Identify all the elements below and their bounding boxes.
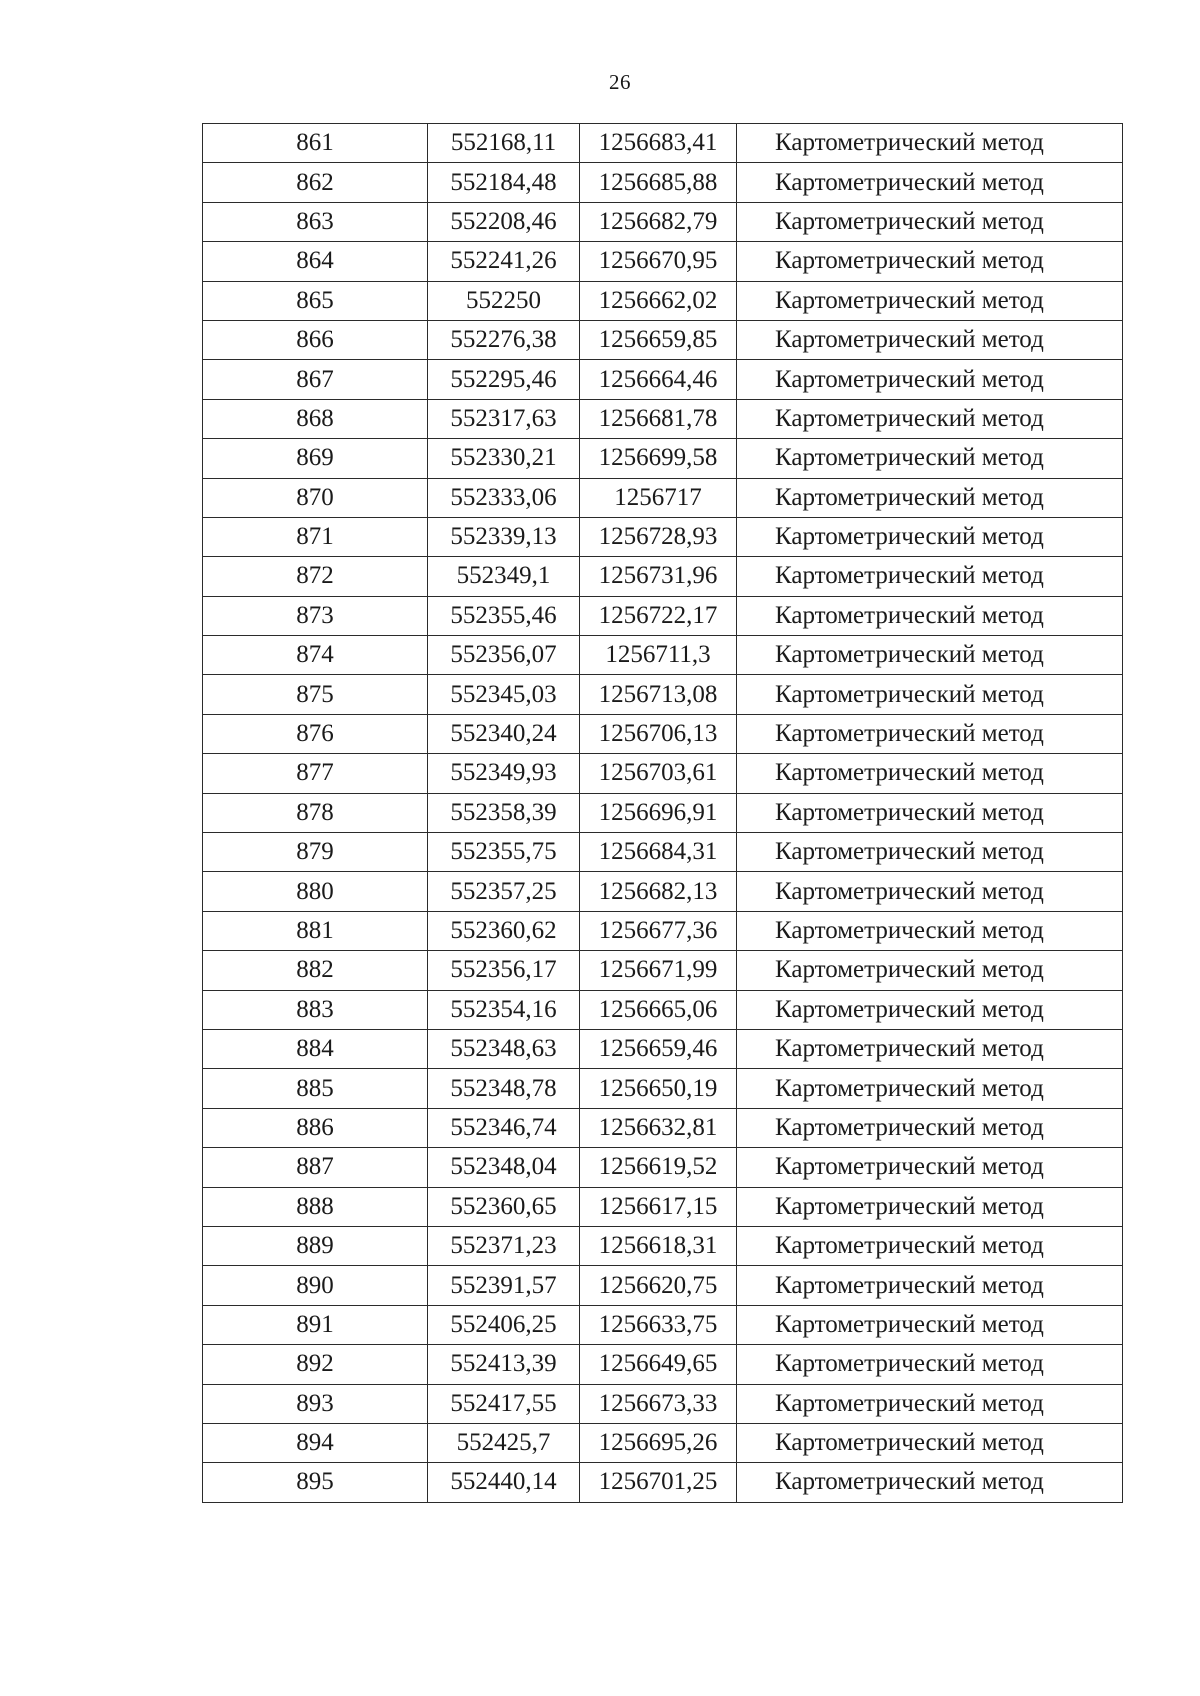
table-row <box>203 1108 1123 1147</box>
x-coordinate-cell: 552208,46 <box>428 202 580 241</box>
method-cell: Картометрический метод <box>737 1384 1123 1423</box>
table-row <box>203 557 1123 596</box>
point-number-cell: 878 <box>203 793 428 832</box>
method-cell: Картометрический метод <box>737 439 1123 478</box>
x-coordinate-cell: 552349,93 <box>428 754 580 793</box>
x-coordinate-cell: 552357,25 <box>428 872 580 911</box>
method-cell: Картометрический метод <box>737 872 1123 911</box>
x-coordinate-cell: 552348,04 <box>428 1148 580 1187</box>
x-coordinate-cell: 552358,39 <box>428 793 580 832</box>
method-cell: Картометрический метод <box>737 478 1123 517</box>
point-number-cell: 866 <box>203 320 428 359</box>
table-row <box>203 951 1123 990</box>
point-number-cell: 886 <box>203 1108 428 1147</box>
point-number-cell: 872 <box>203 557 428 596</box>
x-coordinate-cell: 552184,48 <box>428 163 580 202</box>
method-cell: Картометрический метод <box>737 399 1123 438</box>
table-row <box>203 1029 1123 1068</box>
method-cell: Картометрический метод <box>737 833 1123 872</box>
point-number-cell: 893 <box>203 1384 428 1423</box>
x-coordinate-cell: 552348,63 <box>428 1029 580 1068</box>
x-coordinate-cell: 552356,17 <box>428 951 580 990</box>
point-number-cell: 892 <box>203 1345 428 1384</box>
y-coordinate-cell: 1256711,3 <box>580 636 737 675</box>
x-coordinate-cell: 552406,25 <box>428 1305 580 1344</box>
table-row <box>203 1305 1123 1344</box>
method-cell: Картометрический метод <box>737 1266 1123 1305</box>
point-number-cell: 879 <box>203 833 428 872</box>
y-coordinate-cell: 1256649,65 <box>580 1345 737 1384</box>
x-coordinate-cell: 552250 <box>428 281 580 320</box>
point-number-cell: 868 <box>203 399 428 438</box>
point-number-cell: 891 <box>203 1305 428 1344</box>
y-coordinate-cell: 1256699,58 <box>580 439 737 478</box>
table-row <box>203 399 1123 438</box>
y-coordinate-cell: 1256681,78 <box>580 399 737 438</box>
point-number-cell: 883 <box>203 990 428 1029</box>
table-row <box>203 124 1123 163</box>
x-coordinate-cell: 552346,74 <box>428 1108 580 1147</box>
x-coordinate-cell: 552356,07 <box>428 636 580 675</box>
x-coordinate-cell: 552317,63 <box>428 399 580 438</box>
table-row <box>203 1423 1123 1462</box>
point-number-cell: 871 <box>203 517 428 556</box>
point-number-cell: 870 <box>203 478 428 517</box>
point-number-cell: 887 <box>203 1148 428 1187</box>
table-row <box>203 1345 1123 1384</box>
y-coordinate-cell: 1256619,52 <box>580 1148 737 1187</box>
point-number-cell: 884 <box>203 1029 428 1068</box>
table-row <box>203 320 1123 359</box>
y-coordinate-cell: 1256722,17 <box>580 596 737 635</box>
table-row <box>203 1187 1123 1226</box>
point-number-cell: 895 <box>203 1463 428 1502</box>
y-coordinate-cell: 1256618,31 <box>580 1226 737 1265</box>
x-coordinate-cell: 552168,11 <box>428 124 580 163</box>
point-number-cell: 894 <box>203 1423 428 1462</box>
method-cell: Картометрический метод <box>737 675 1123 714</box>
point-number-cell: 890 <box>203 1266 428 1305</box>
point-number-cell: 889 <box>203 1226 428 1265</box>
table-row <box>203 675 1123 714</box>
table-row <box>203 872 1123 911</box>
x-coordinate-cell: 552330,21 <box>428 439 580 478</box>
point-number-cell: 864 <box>203 242 428 281</box>
method-cell: Картометрический метод <box>737 1029 1123 1068</box>
method-cell: Картометрический метод <box>737 242 1123 281</box>
method-cell: Картометрический метод <box>737 951 1123 990</box>
method-cell: Картометрический метод <box>737 1226 1123 1265</box>
point-number-cell: 869 <box>203 439 428 478</box>
method-cell: Картометрический метод <box>737 793 1123 832</box>
x-coordinate-cell: 552349,1 <box>428 557 580 596</box>
method-cell: Картометрический метод <box>737 360 1123 399</box>
point-number-cell: 877 <box>203 754 428 793</box>
method-cell: Картометрический метод <box>737 163 1123 202</box>
point-number-cell: 861 <box>203 124 428 163</box>
y-coordinate-cell: 1256731,96 <box>580 557 737 596</box>
method-cell: Картометрический метод <box>737 557 1123 596</box>
x-coordinate-cell: 552339,13 <box>428 517 580 556</box>
table-row <box>203 1226 1123 1265</box>
table-row <box>203 281 1123 320</box>
x-coordinate-cell: 552413,39 <box>428 1345 580 1384</box>
y-coordinate-cell: 1256650,19 <box>580 1069 737 1108</box>
y-coordinate-cell: 1256717 <box>580 478 737 517</box>
table-row <box>203 754 1123 793</box>
method-cell: Картометрический метод <box>737 1108 1123 1147</box>
point-number-cell: 867 <box>203 360 428 399</box>
method-cell: Картометрический метод <box>737 1069 1123 1108</box>
table-row <box>203 1266 1123 1305</box>
y-coordinate-cell: 1256662,02 <box>580 281 737 320</box>
y-coordinate-cell: 1256696,91 <box>580 793 737 832</box>
point-number-cell: 881 <box>203 911 428 950</box>
x-coordinate-cell: 552360,65 <box>428 1187 580 1226</box>
table-row <box>203 911 1123 950</box>
y-coordinate-cell: 1256685,88 <box>580 163 737 202</box>
point-number-cell: 875 <box>203 675 428 714</box>
x-coordinate-cell: 552371,23 <box>428 1226 580 1265</box>
y-coordinate-cell: 1256706,13 <box>580 714 737 753</box>
table-row <box>203 242 1123 281</box>
table-row <box>203 517 1123 556</box>
x-coordinate-cell: 552417,55 <box>428 1384 580 1423</box>
method-cell: Картометрический метод <box>737 1148 1123 1187</box>
method-cell: Картометрический метод <box>737 124 1123 163</box>
y-coordinate-cell: 1256684,31 <box>580 833 737 872</box>
table-row <box>203 360 1123 399</box>
method-cell: Картометрический метод <box>737 990 1123 1029</box>
y-coordinate-cell: 1256713,08 <box>580 675 737 714</box>
point-number-cell: 862 <box>203 163 428 202</box>
method-cell: Картометрический метод <box>737 1345 1123 1384</box>
method-cell: Картометрический метод <box>737 714 1123 753</box>
method-cell: Картометрический метод <box>737 1305 1123 1344</box>
y-coordinate-cell: 1256633,75 <box>580 1305 737 1344</box>
method-cell: Картометрический метод <box>737 1423 1123 1462</box>
point-number-cell: 888 <box>203 1187 428 1226</box>
y-coordinate-cell: 1256673,33 <box>580 1384 737 1423</box>
method-cell: Картометрический метод <box>737 1463 1123 1502</box>
y-coordinate-cell: 1256671,99 <box>580 951 737 990</box>
point-number-cell: 865 <box>203 281 428 320</box>
table-row <box>203 163 1123 202</box>
x-coordinate-cell: 552276,38 <box>428 320 580 359</box>
method-cell: Картометрический метод <box>737 281 1123 320</box>
table-row <box>203 596 1123 635</box>
table-row <box>203 636 1123 675</box>
point-number-cell: 874 <box>203 636 428 675</box>
y-coordinate-cell: 1256695,26 <box>580 1423 737 1462</box>
y-coordinate-cell: 1256659,46 <box>580 1029 737 1068</box>
y-coordinate-cell: 1256665,06 <box>580 990 737 1029</box>
y-coordinate-cell: 1256632,81 <box>580 1108 737 1147</box>
y-coordinate-cell: 1256703,61 <box>580 754 737 793</box>
y-coordinate-cell: 1256677,36 <box>580 911 737 950</box>
page-number: 26 <box>609 70 631 94</box>
method-cell: Картометрический метод <box>737 911 1123 950</box>
x-coordinate-cell: 552345,03 <box>428 675 580 714</box>
point-number-cell: 880 <box>203 872 428 911</box>
table-row <box>203 1384 1123 1423</box>
table-row <box>203 478 1123 517</box>
method-cell: Картометрический метод <box>737 1187 1123 1226</box>
x-coordinate-cell: 552355,46 <box>428 596 580 635</box>
y-coordinate-cell: 1256728,93 <box>580 517 737 556</box>
y-coordinate-cell: 1256617,15 <box>580 1187 737 1226</box>
y-coordinate-cell: 1256682,13 <box>580 872 737 911</box>
x-coordinate-cell: 552355,75 <box>428 833 580 872</box>
x-coordinate-cell: 552295,46 <box>428 360 580 399</box>
point-number-cell: 885 <box>203 1069 428 1108</box>
method-cell: Картометрический метод <box>737 320 1123 359</box>
x-coordinate-cell: 552354,16 <box>428 990 580 1029</box>
table-row <box>203 833 1123 872</box>
y-coordinate-cell: 1256682,79 <box>580 202 737 241</box>
table-row <box>203 990 1123 1029</box>
x-coordinate-cell: 552348,78 <box>428 1069 580 1108</box>
y-coordinate-cell: 1256664,46 <box>580 360 737 399</box>
table-row <box>203 439 1123 478</box>
coordinates-table-body <box>203 124 1123 1503</box>
coordinates-table <box>202 123 1123 1503</box>
x-coordinate-cell: 552241,26 <box>428 242 580 281</box>
point-number-cell: 882 <box>203 951 428 990</box>
method-cell: Картометрический метод <box>737 517 1123 556</box>
y-coordinate-cell: 1256670,95 <box>580 242 737 281</box>
table-row <box>203 1069 1123 1108</box>
method-cell: Картометрический метод <box>737 596 1123 635</box>
table-row <box>203 714 1123 753</box>
y-coordinate-cell: 1256683,41 <box>580 124 737 163</box>
method-cell: Картометрический метод <box>737 202 1123 241</box>
table-row <box>203 202 1123 241</box>
point-number-cell: 876 <box>203 714 428 753</box>
table-row <box>203 1463 1123 1502</box>
method-cell: Картометрический метод <box>737 754 1123 793</box>
table-row <box>203 793 1123 832</box>
point-number-cell: 863 <box>203 202 428 241</box>
table-row <box>203 1148 1123 1187</box>
method-cell: Картометрический метод <box>737 636 1123 675</box>
point-number-cell: 873 <box>203 596 428 635</box>
y-coordinate-cell: 1256701,25 <box>580 1463 737 1502</box>
x-coordinate-cell: 552340,24 <box>428 714 580 753</box>
x-coordinate-cell: 552391,57 <box>428 1266 580 1305</box>
x-coordinate-cell: 552440,14 <box>428 1463 580 1502</box>
y-coordinate-cell: 1256620,75 <box>580 1266 737 1305</box>
y-coordinate-cell: 1256659,85 <box>580 320 737 359</box>
x-coordinate-cell: 552360,62 <box>428 911 580 950</box>
x-coordinate-cell: 552425,7 <box>428 1423 580 1462</box>
x-coordinate-cell: 552333,06 <box>428 478 580 517</box>
